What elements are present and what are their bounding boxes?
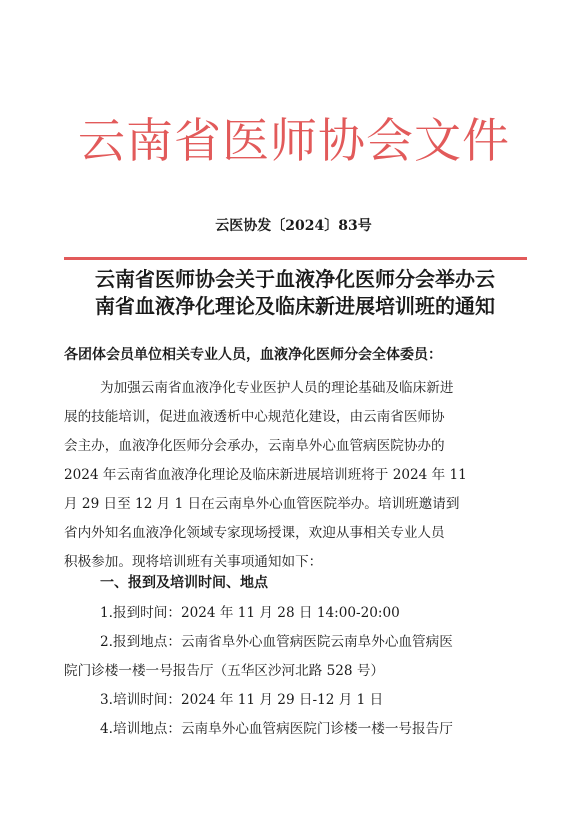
intro-paragraph xyxy=(64,374,526,577)
section-heading: 一、报到及培训时间、地点 xyxy=(100,575,268,591)
paragraph-line: 省内外知名血液净化领域专家现场授课，欢迎从事相关专业人员 xyxy=(64,525,445,541)
paragraph-line: 积极参加。现将培训班有关事项通知如下： xyxy=(64,554,323,570)
paragraph-line: 月 29 日至 12 月 1 日在云南阜外心血管医院举办。培训班邀请到 xyxy=(64,496,460,512)
notice-title-line: 云南省医师协会关于血液净化医师分会举办云 xyxy=(95,267,495,291)
letterhead-divider xyxy=(64,257,527,260)
schedule-item: 3.培训时间：2024 年 11 月 29 日-12 月 1 日 xyxy=(100,692,384,708)
schedule-item: 4.培训地点：云南阜外心血管病医院门诊楼一楼一号报告厅 xyxy=(100,721,453,737)
notice-title-line: 南省血液净化理论及临床新进展培训班的通知 xyxy=(95,294,495,318)
schedule-item-continuation: 院门诊楼一楼一号报告厅（五华区沙河北路 528 号） xyxy=(64,663,385,679)
salutation: 各团体会员单位相关专业人员，血液净化医师分会全体委员： xyxy=(64,347,442,363)
paragraph-line: 展的技能培训，促进血液透析中心规范化建设，由云南省医师协 xyxy=(64,409,445,425)
paragraph-line: 为加强云南省血液净化专业医护人员的理论基础及临床新进 xyxy=(100,380,454,396)
schedule-items xyxy=(64,599,526,744)
schedule-item: 1.报到时间：2024 年 11 月 28 日 14:00-20:00 xyxy=(100,605,400,621)
notice-title xyxy=(60,266,530,320)
schedule-item: 2.报到地点：云南省阜外心血管病医院云南阜外心血管病医 xyxy=(100,634,453,650)
paragraph-line: 2024 年云南省血液净化理论及临床新进展培训班将于 2024 年 11 xyxy=(64,467,467,483)
document-number: 云医协发〔2024〕83号 xyxy=(215,218,372,234)
paragraph-line: 会主办，血液净化医师分会承办，云南阜外心血管病医院协办的 xyxy=(64,438,445,454)
org-letterhead-title: 云南省医师协会文件 xyxy=(78,114,510,169)
